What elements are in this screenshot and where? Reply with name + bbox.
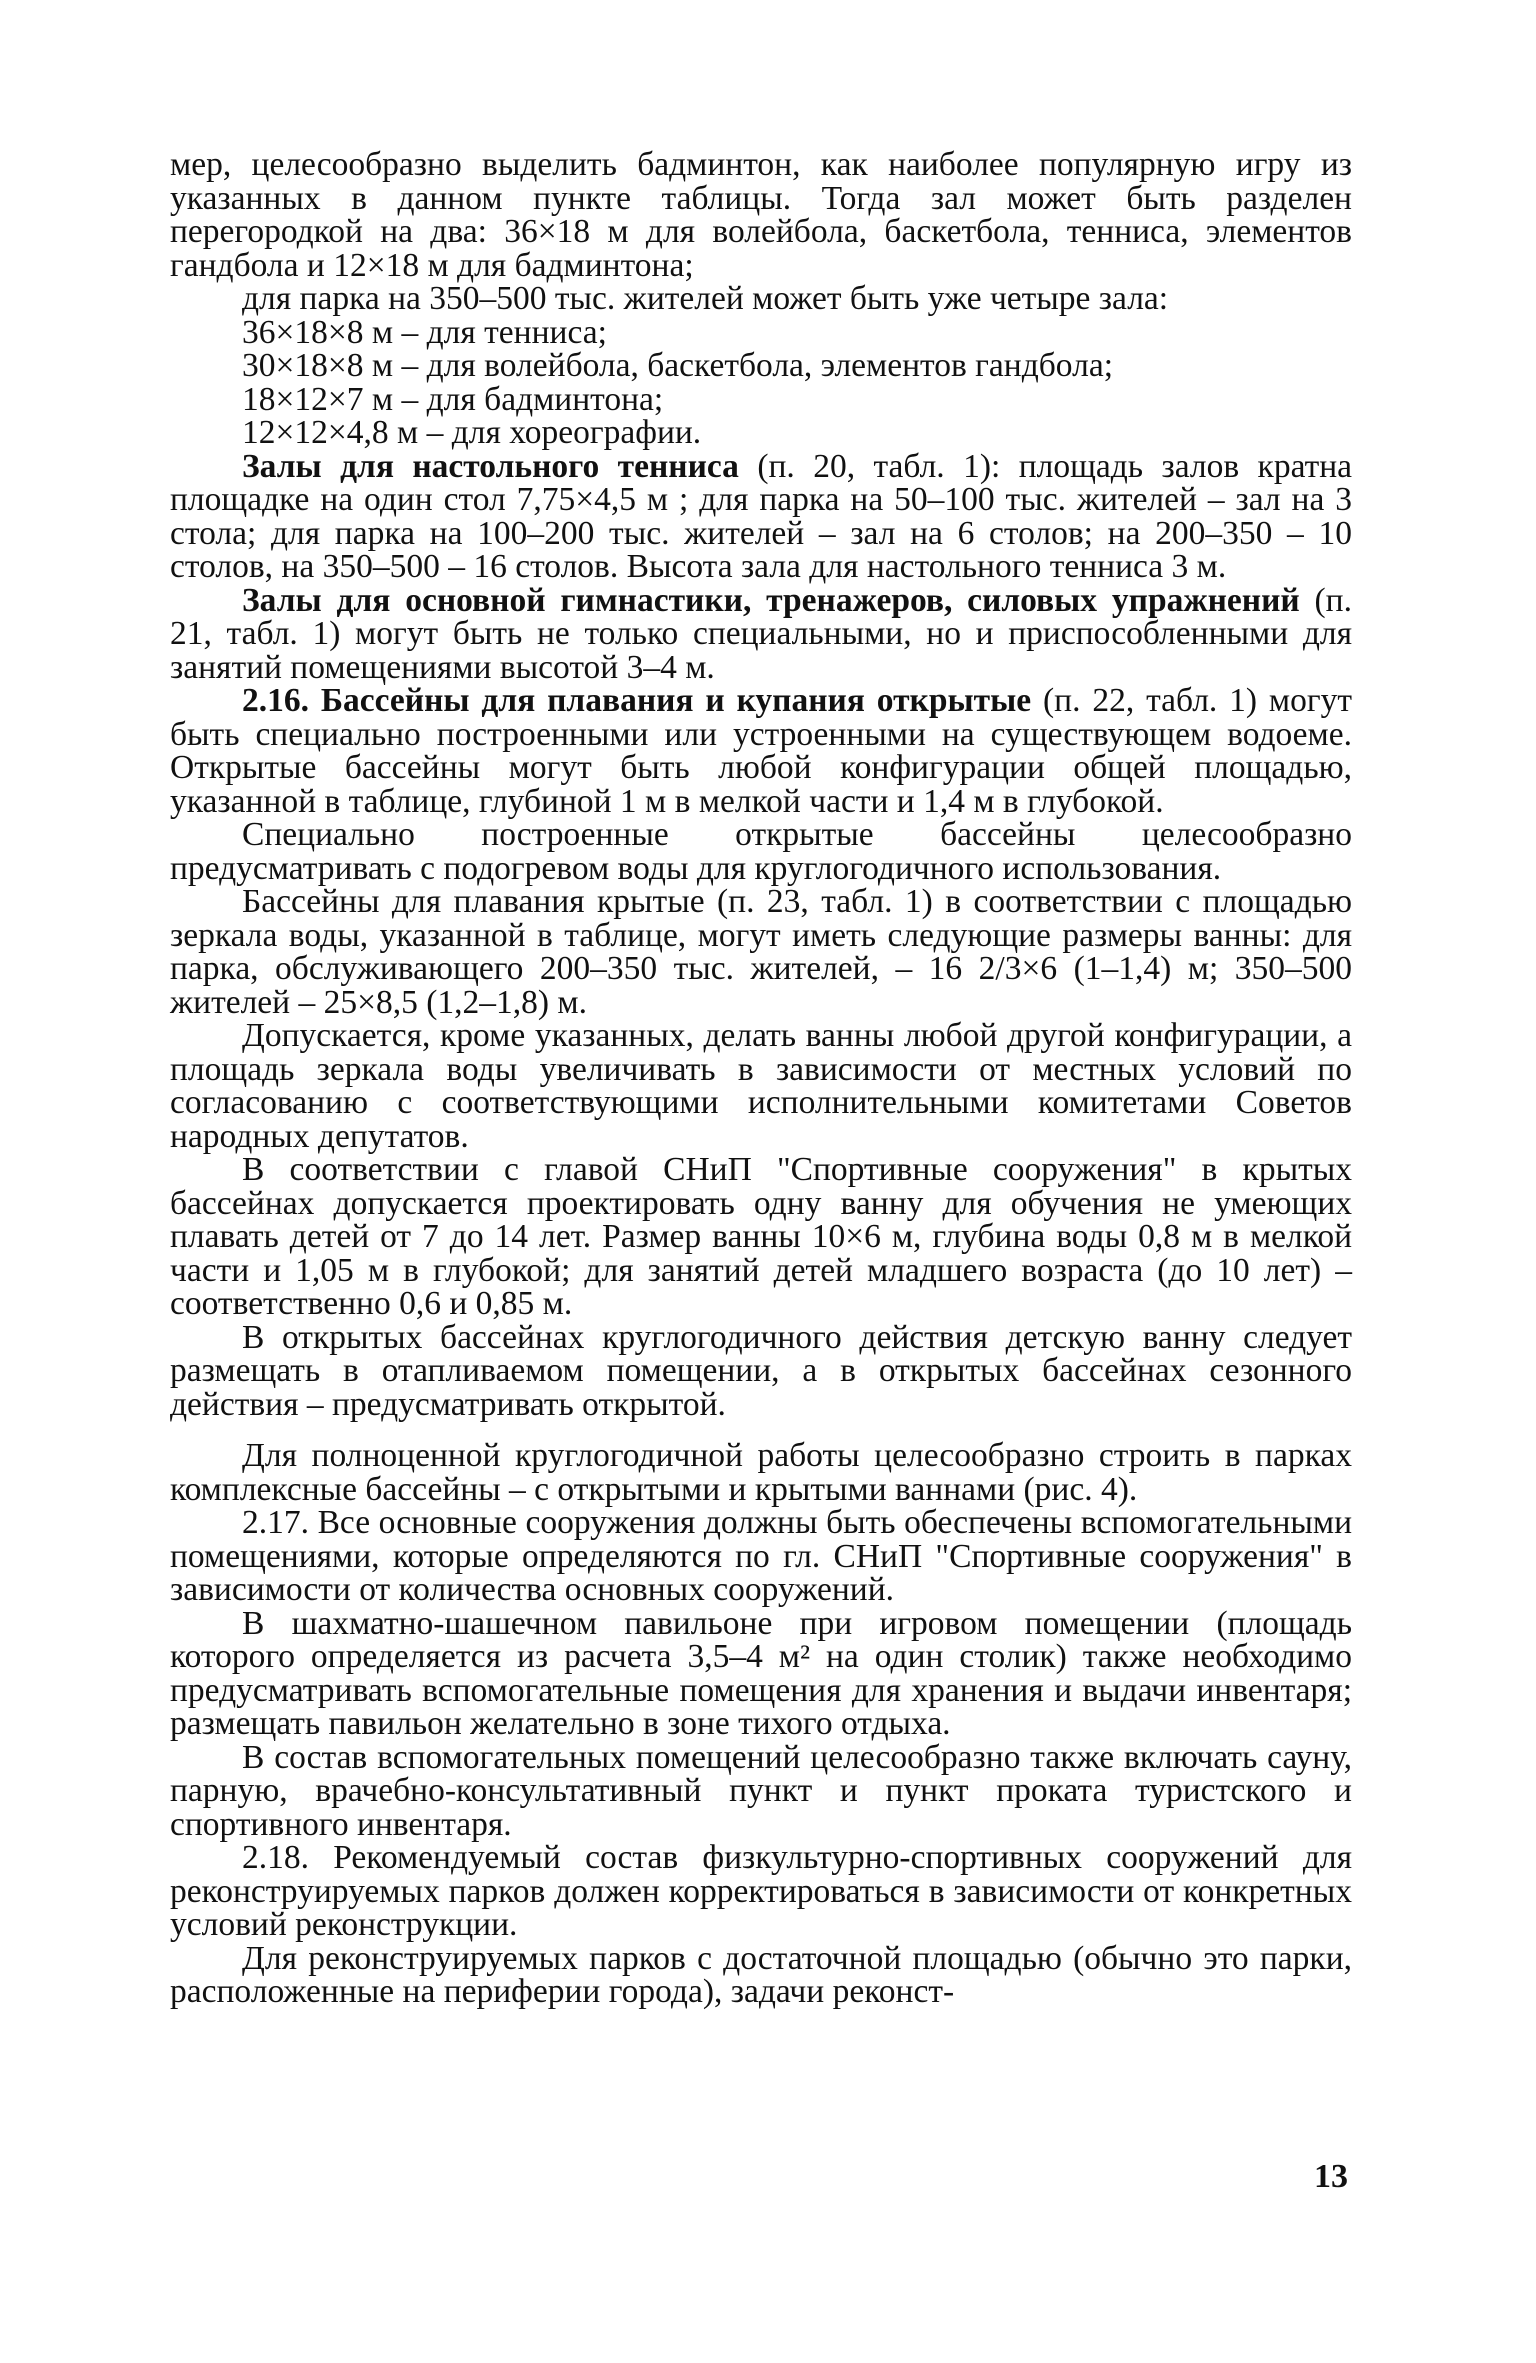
paragraph-chess-pavilion: В шахматно-шашечном павильоне при игровом помещении (площадь которого определяется из расчета 3,5–4 м² на один столик) также необходимо предусматривать вспомогательные помещения для хранения и выдачи инвентаря; размещать павильон желательно в зоне тихого отдыха. bbox=[170, 1604, 1352, 1742]
paragraph-four-halls: для парка на 350–500 тыс. жителей может быть уже четыре зала: bbox=[242, 280, 1169, 317]
hall-item-badminton: 18×12×7 м – для бадминтона; bbox=[242, 380, 664, 418]
section-heading: 2.16. Бассейны для плавания и купания открытые bbox=[242, 682, 1032, 719]
paragraph-heated-pools: Специально построенные открытые бассейны целесообразно предусматривать с подогревом воды для круглогодичного использования. bbox=[170, 816, 1352, 887]
paragraph-text: (п. 20, табл. 1): площадь залов кратна площадке на один стол 7,75×4,5 м ; для парка на 50–100 тыс. жителей – зал на 3 стола; для парка на 100–200 тыс. жителей – зал на 6 столов; на 200–350 – 10 столов, на 350–500 – 16 столов. Высота зала для настольного тенниса 3 м. bbox=[170, 447, 1353, 585]
page-body bbox=[170, 148, 1352, 2009]
hall-item-volleyball: 30×18×8 м – для волейбола, баскетбола, элементов гандбола; bbox=[242, 347, 1113, 384]
paragraph-other-configurations: Допускается, кроме указанных, делать ванны любой другой конфигурации, а площадь зеркала воды увеличивать в зависимости от местных условий по согласованию с соответствующими исполнительными комитетами Советов народных депутатов. bbox=[170, 1017, 1352, 1155]
paragraph-intro: мер, целесообразно выделить бадминтон, как наиболее популярную игру из указанных в данном пункте таблицы. Тогда зал может быть разделен перегородкой на два: 36×18 м для волейбола, баскетбола, тенниса, элементов гандбола и 12×18 м для бадминтона; bbox=[170, 146, 1352, 284]
page-number: 13 bbox=[1314, 2158, 1348, 2195]
paragraph-complex-pools: Для полноценной круглогодичной работы целесообразно строить в парках комплексные бассейны – с открытыми и крытыми ваннами (рис. 4). bbox=[170, 1437, 1352, 1508]
paragraph-section-2-18: 2.18. Рекомендуемый состав физкультурно-спортивных сооружений для реконструируемых парков должен корректироваться в зависимости от конкретных условий реконструкции. bbox=[170, 1839, 1352, 1943]
paragraph-text: (п. 21, табл. 1) могут быть не только специальными, но и приспособленными для занятий помещениями высотой 3–4 м. bbox=[170, 581, 1352, 686]
paragraph-auxiliary-rooms: В состав вспомогательных помещений целесообразно также включать сауну, парную, врачебно-консультативный пункт и пункт проката туристского и спортивного инвентаря. bbox=[170, 1738, 1352, 1843]
paragraph-gymnastics bbox=[170, 581, 1352, 686]
paragraph-section-2-16 bbox=[170, 684, 1352, 818]
paragraph-table-tennis bbox=[170, 447, 1353, 585]
paragraph-heading: Залы для основной гимнастики, тренажеров, силовых упражнений bbox=[242, 581, 1300, 619]
paragraph-section-2-17: 2.17. Все основные сооружения должны быть обеспечены вспомогательными помещениями, которые определяются по гл. СНиП "Спортивные сооружения" в зависимости от количества основных сооружений. bbox=[170, 1504, 1352, 1608]
paragraph-open-pools-children: В открытых бассейнах круглогодичного действия детскую ванну следует размещать в отапливаемом помещении, а в открытых бассейнах сезонного действия – предусматривать открытой. bbox=[170, 1318, 1352, 1423]
paragraph-heading: Залы для настольного тенниса bbox=[242, 447, 739, 485]
hall-item-tennis: 36×18×8 м – для тенниса; bbox=[242, 313, 607, 351]
hall-item-choreography: 12×12×4,8 м – для хореографии. bbox=[242, 414, 702, 451]
paragraph-reconstruction: Для реконструируемых парков с достаточной площадью (обычно это парки, расположенные на периферии города), задачи реконст- bbox=[170, 1939, 1352, 2010]
paragraph-text: (п. 22, табл. 1) могут быть специально построенными или устроенными на существующем водоеме. Открытые бассейны могут быть любой конфигурации общей площадью, указанной в таблице, глубиной 1 м в мелкой части и 1,4 м в глубокой. bbox=[170, 682, 1352, 820]
paragraph-children-pool: В соответствии с главой СНиП "Спортивные сооружения" в крытых бассейнах допускается проектировать одну ванну для обучения не умеющих плавать детей от 7 до 14 лет. Размер ванны 10×6 м, глубина воды 0,8 м в мелкой части и 1,05 м в глубокой; для занятий детей младшего возраста (до 10 лет) – соответственно 0,6 и 0,85 м. bbox=[170, 1151, 1352, 1322]
paragraph-indoor-pools: Бассейны для плавания крытые (п. 23, табл. 1) в соответствии с площадью зеркала воды, указанной в таблице, могут иметь следующие размеры ванны: для парка, обслуживающего 200–350 тыс. жителей, – 16 2/3×6 (1–1,4) м; 350–500 жителей – 25×8,5 (1,2–1,8) м. bbox=[170, 883, 1352, 1021]
